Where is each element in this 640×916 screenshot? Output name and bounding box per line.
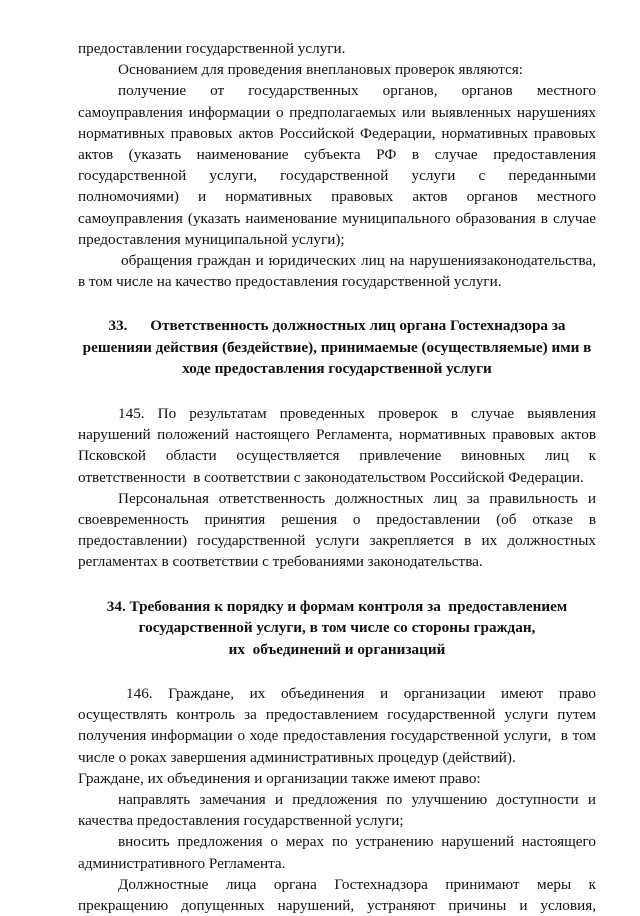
- text-line: предоставления муниципальной услуги);: [78, 230, 345, 248]
- heading-line: их объединений и организаций: [228, 640, 446, 658]
- text-line: нормативных правовых актов Российской Федерации, нормативных правовых: [78, 124, 596, 142]
- text-line: Граждане, их объединения и организации также имеют право:: [78, 769, 481, 787]
- section-34-heading: [78, 596, 596, 661]
- text-line: самоуправления (указать наименование муниципального образования в случае: [78, 209, 596, 227]
- text-line: получения информации о ходе предоставления государственной услуги, в том: [78, 727, 596, 745]
- text-line: качества предоставления государственной услуги;: [78, 812, 404, 830]
- paragraph-propose-measures: [78, 831, 596, 873]
- paragraph-personal-responsibility: [78, 488, 596, 573]
- paragraph-receiving: [78, 80, 596, 250]
- text-line: предоставлении государственной услуги.: [78, 40, 346, 57]
- text-line: осуществлять контроль за предоставлением государственной услуги путем: [78, 706, 596, 724]
- text-line: в том числе на качество предоставления государственной услуги.: [78, 273, 502, 291]
- text-line: направлять замечания и предложения по улучшению доступности и: [118, 791, 596, 809]
- text-line: числе о роках завершения административных процедур (действий).: [78, 748, 516, 766]
- heading-line: государственной услуги, в том числе со стороны граждан,: [138, 619, 536, 637]
- text-line: 146. Граждане, их объединения и организации имеют право: [126, 685, 596, 703]
- text-line: самоуправления информации о предполагаемых или выявленных нарушениях: [78, 103, 596, 121]
- text-line: обращения граждан и юридических лиц на нарушениязаконодательства,: [121, 252, 596, 270]
- text-line: полномочиями) и нормативных правовых актов органов местного: [78, 188, 596, 206]
- heading-line: 33. Ответственность должностных лиц органа Гостехнадзора за: [108, 317, 566, 335]
- text-line: получение от государственных органов, органов местного: [118, 82, 596, 100]
- text-line: государственной услуги, государственной услуги с переданными: [78, 167, 596, 185]
- paragraph-send-remarks: [78, 789, 596, 831]
- paragraph-appeals: [78, 250, 596, 292]
- heading-line: ходе предоставления государственной услуги: [182, 360, 492, 378]
- text-line: 145. По результатам проведенных проверок в случае выявления: [118, 404, 596, 422]
- heading-line: решенияи действия (бездействие), принимаемые (осуществляемые) ими в: [82, 338, 592, 356]
- paragraph-145: [78, 403, 596, 488]
- text-line: Должностные лица органа Гостехнадзора принимают меры к: [118, 875, 596, 893]
- text-line: регламентах в соответствии с требованиями законодательства.: [78, 553, 483, 571]
- paragraph-officials-measures: [78, 874, 596, 916]
- document-page: [78, 38, 596, 916]
- text-line: актов (указать наименование субъекта РФ в случае предоставления: [78, 146, 596, 164]
- text-line: прекращению допущенных нарушений, устраняют причины и условия,: [78, 897, 596, 915]
- text-line: вносить предложения о мерах по устранению нарушений настоящего: [118, 833, 596, 851]
- text-line: своевременность принятия решения о предоставлении (об отказе в: [78, 510, 596, 528]
- text-line: предоставлении) государственной услуги закрепляется в их должностных: [78, 532, 596, 550]
- heading-line: 34. Требования к порядку и формам контроля за предоставлением: [106, 597, 568, 615]
- paragraph-146: [78, 683, 596, 768]
- section-33-heading: [78, 315, 596, 380]
- text-line: Псковской области осуществляется привлечение виновных лиц к: [78, 447, 596, 465]
- text-line: административного Регламента.: [78, 854, 286, 872]
- text-line: нарушений положений настоящего Регламента, нормативных правовых актов: [78, 426, 596, 444]
- text-line: Персональная ответственность должностных лиц за правильность и: [118, 489, 596, 507]
- text-line: ответственности в соответствии с законодательством Российской Федерации.: [78, 468, 584, 486]
- text-line: Основанием для проведения внеплановых проверок являются:: [118, 61, 523, 79]
